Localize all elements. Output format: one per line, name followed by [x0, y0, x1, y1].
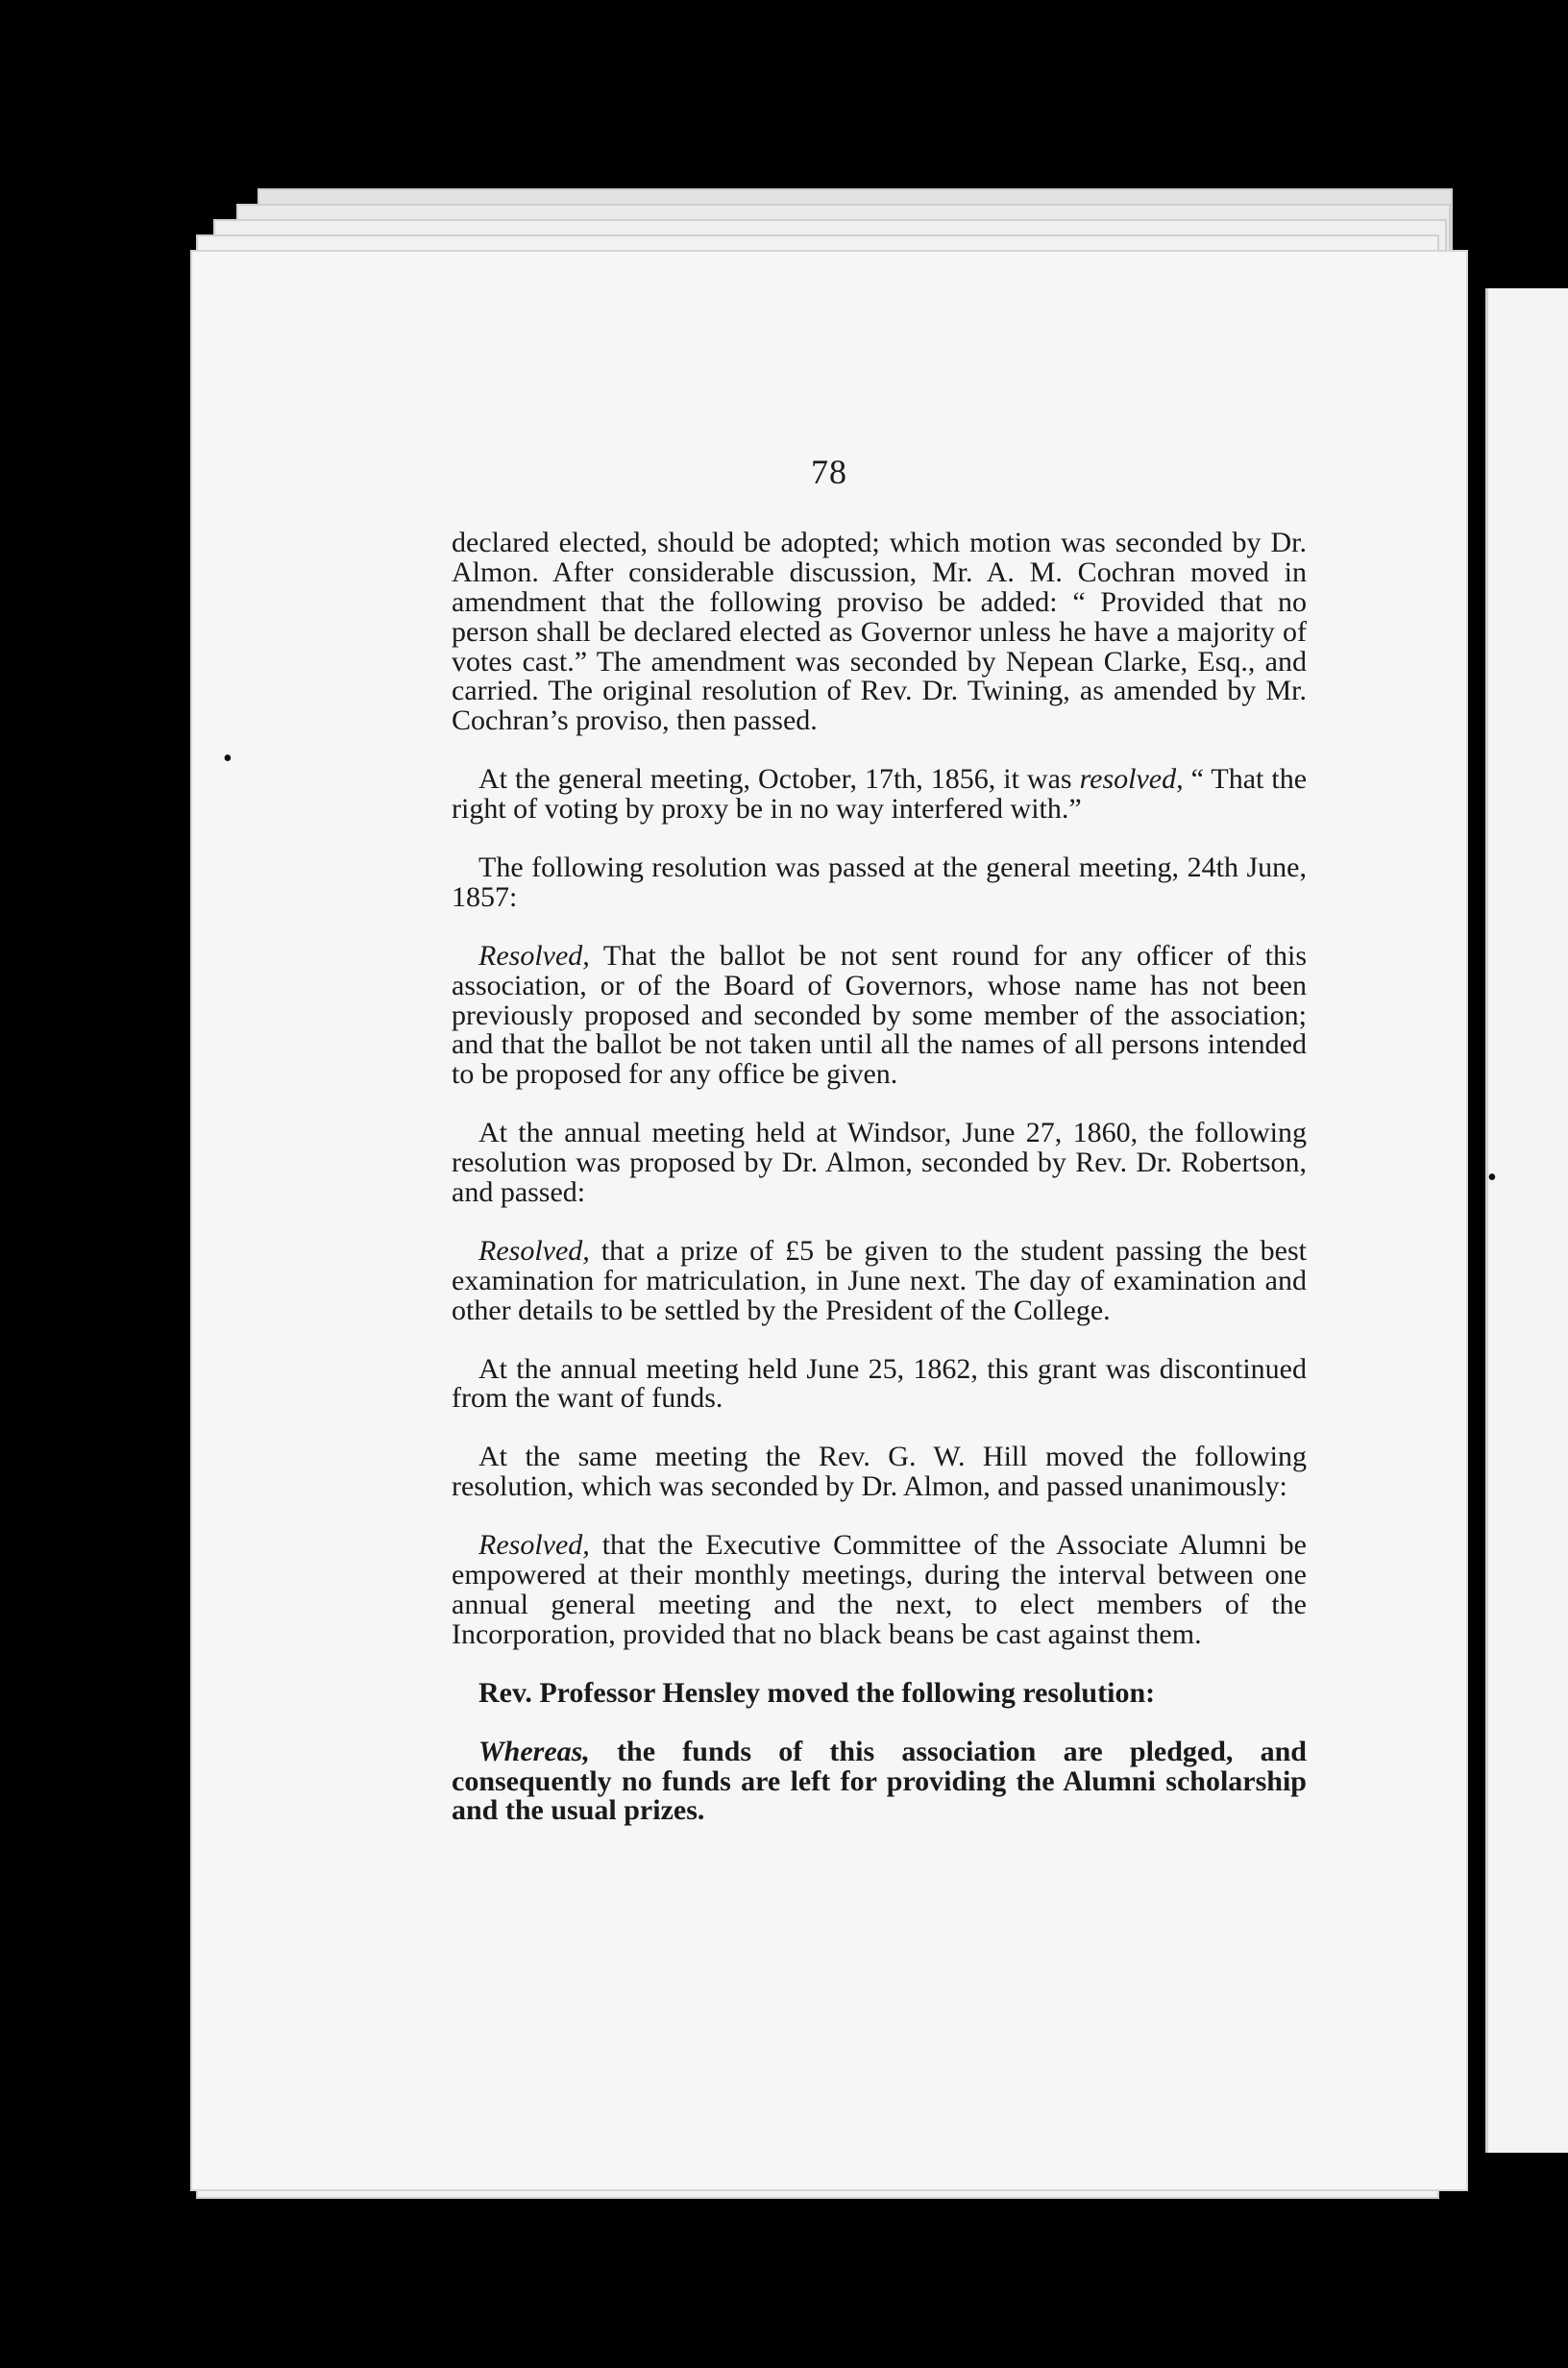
paragraph: At the annual meeting held at Windsor, June 27, 1860, the following resolution was proposed by Dr. Almon, seconded by Rev. Dr. Robertson, and passed: — [452, 1117, 1307, 1209]
paragraph — [452, 1735, 1307, 1827]
paragraph: declared elected, should be adopted; which motion was seconded by Dr. Almon. After considerable discussion, Mr. A. M. Cochran moved in amendment that the following proviso be added: “ Provided that no person shall be declared elected as Governor unless he have a majority of votes cast.” The amendment was seconded by Nepean Clarke, Esq., and carried. The original resolution of Rev. Dr. Twining, as amended by Mr. Cochran’s proviso, then passed. — [452, 527, 1307, 737]
ink-speck: • — [1487, 1163, 1497, 1193]
adjacent-page-leaf — [1485, 288, 1568, 2153]
resolution-lead: Resolved, — [478, 1234, 590, 1267]
italic-term: resolved, — [1079, 763, 1184, 796]
paragraph-text: “ That the right of voting by proxy be in no way interfered with.” — [452, 763, 1308, 826]
paragraph-text: That the ballot be not sent round for any officer of this association, or of the Board of Governors, whose name has not been previously proposed and seconded by some member of the association; and that the ballot be not taken until all the names of all persons intended to be proposed for any office be given. — [452, 939, 1307, 1091]
paragraph — [452, 1234, 1307, 1326]
page-number: 78 — [811, 453, 847, 491]
paragraph-text: At the general meeting, October, 17th, 1856, it was — [478, 763, 1080, 796]
body-text — [452, 529, 1307, 1855]
paragraph — [452, 1531, 1307, 1650]
resolution-lead: Whereas, — [478, 1735, 590, 1767]
paragraph — [452, 765, 1307, 825]
paragraph: The following resolution was passed at the general meeting, 24th June, 1857: — [452, 851, 1307, 913]
resolution-lead: Resolved, — [478, 939, 590, 972]
paragraph — [452, 939, 1307, 1091]
paragraph: Rev. Professor Hensley moved the following resolution: — [478, 1676, 1156, 1709]
paragraph: At the same meeting the Rev. G. W. Hill moved the following resolution, which was seconded by Dr. Almon, and passed unanimously: — [452, 1441, 1307, 1503]
resolution-lead: Resolved, — [478, 1529, 590, 1562]
ink-speck: • — [223, 744, 233, 774]
paragraph-text: that the Executive Committee of the Associate Alumni be empowered at their monthly meetings, during the interval between one annual general meeting and the next, to elect members of the Incorporation, provided that no black beans be cast against them. — [452, 1529, 1307, 1650]
paragraph-text: that a prize of £5 be given to the student passing the best examination for matriculation, in June next. The day of examination and other details to be settled by the President of the College. — [452, 1234, 1307, 1326]
paragraph-text: the funds of this association are pledged, and consequently no funds are left for providing the Alumni scholarship and the usual prizes. — [452, 1735, 1307, 1827]
paragraph: At the annual meeting held June 25, 1862, this grant was discontinued from the want of funds. — [452, 1352, 1307, 1415]
document-page — [190, 250, 1468, 2191]
